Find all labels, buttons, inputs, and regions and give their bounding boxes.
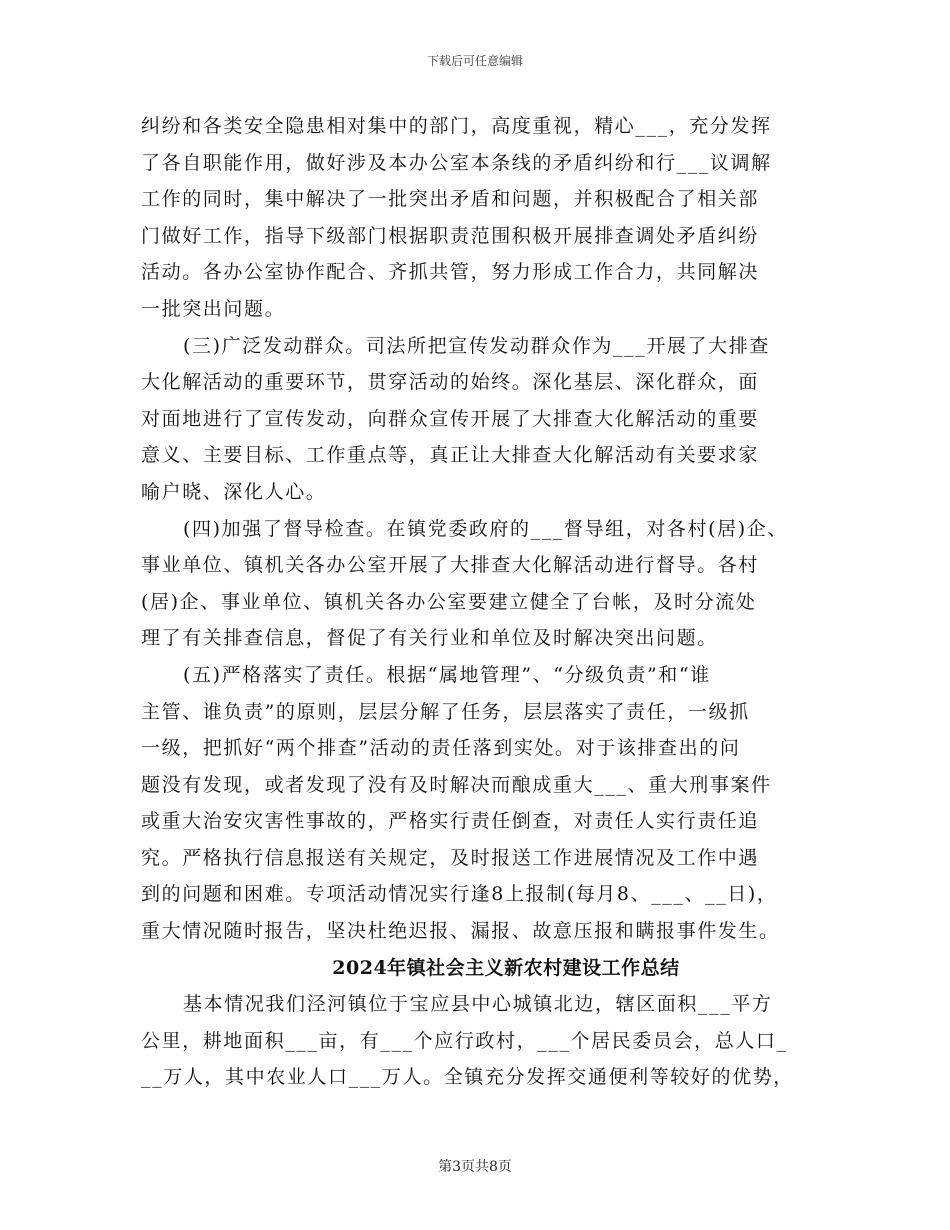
text-line: 到的问题和困难。专项活动情况实行逢8上报制(每月8、___、__日)， (141, 883, 778, 906)
page-header: 下载后可任意编辑 (426, 54, 523, 68)
section-title: 2024年镇社会主义新农村建设工作总结 (332, 956, 680, 979)
text-line: 喻户晓、深化人心。 (141, 480, 327, 503)
text-line: 题没有发现，或者发现了没有及时解决而酿成重大___、重大刑事案件 (141, 773, 772, 796)
text-line: 究。严格执行信息报送有关规定，及时报送工作进展情况及工作中遇 (141, 846, 760, 869)
text-line: (居)企、事业单位、镇机关各办公室要建立健全了台帐，及时分流处 (141, 590, 757, 613)
document-body (141, 108, 831, 1096)
text-line: (四)加强了督导检查。在镇党委政府的___督导组，对各村(居)企、 (183, 517, 788, 540)
text-line: 一级，把抓好“两个排查”活动的责任落到实处。对于该排查出的问 (141, 737, 741, 760)
text-line: 主管、谁负责”的原则，层层分解了任务，层层落实了责任，一级抓 (141, 700, 750, 723)
page-number: 第3页共8页 (438, 1159, 512, 1175)
text-line: 纠纷和各类安全隐患相对集中的部门，高度重视，精心___，充分发挥 (141, 115, 772, 137)
text-line: 一批突出问题。 (141, 297, 286, 320)
text-line: 重大情况随时报告，坚决杜绝迟报、漏报、故意压报和瞒报事件发生。 (141, 920, 780, 943)
text-line: (三)广泛发动群众。司法所把宣传发动群众作为___开展了大排查 (183, 334, 770, 357)
text-line: 基本情况我们泾河镇位于宝应县中心城镇北边，辖区面积___平方 (183, 993, 773, 1016)
text-line: 意义、主要目标、工作重点等，真正让大排查大化解活动有关要求家 (141, 444, 760, 467)
text-line: 工作的同时，集中解决了一批突出矛盾和问题，并积极配合了相关部 (141, 188, 760, 211)
text-line: 公里，耕地面积___亩，有___个应行政村，___个居民委员会，总人口_ (141, 1029, 788, 1052)
text-line: 理了有关排查信息，督促了有关行业和单位及时解决突出问题。 (141, 627, 718, 650)
text-line: 门做好工作，指导下级部门根据职责范围积极开展排查调处矛盾纠纷 (141, 224, 760, 247)
text-line: (五)严格落实了责任。根据“属地管理”、“分级负责”和“谁 (183, 663, 711, 686)
text-line: 大化解活动的重要环节，贯穿活动的始终。深化基层、深化群众，面 (141, 371, 760, 394)
text-line: 对面地进行了宣传发动，向群众宣传开展了大排查大化解活动的重要 (141, 407, 760, 430)
text-line: 活动。各办公室协作配合、齐抓共管，努力形成工作合力，共同解决 (141, 261, 760, 284)
text-line: 事业单位、镇机关各办公室开展了大排查大化解活动进行督导。各村 (141, 554, 760, 577)
text-line: 或重大治安灾害性事故的，严格实行责任倒查，对责任人实行责任追 (141, 810, 760, 833)
text-line: __万人，其中农业人口___万人。全镇充分发挥交通便利等较好的优势， (141, 1066, 794, 1089)
text-line: 了各自职能作用，做好涉及本办公室本条线的矛盾纠纷和行___议调解 (141, 151, 772, 174)
